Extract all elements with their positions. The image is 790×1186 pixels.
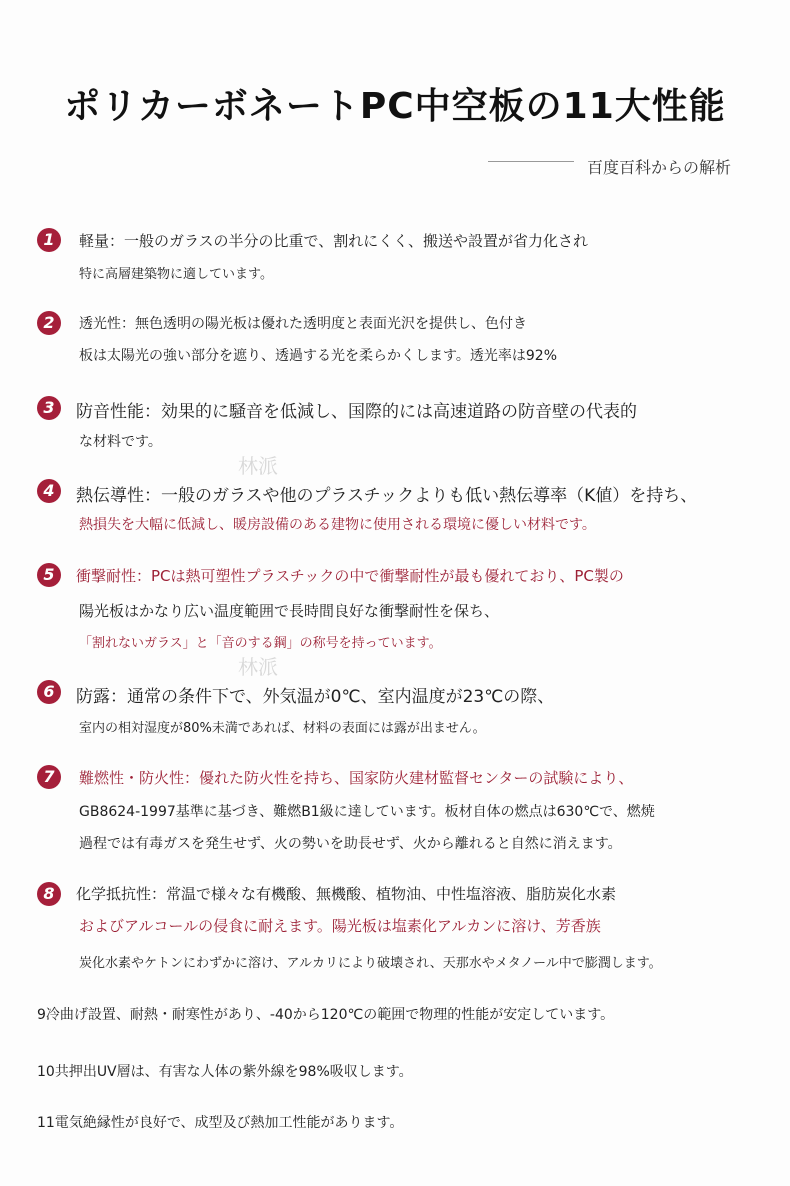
item-10: 10共押出UV層は、有害な人体の紫外線を98%吸収します。 xyxy=(37,1064,413,1080)
item-number-badge: 8 xyxy=(37,882,61,906)
item-8-line-2: およびアルコールの侵食に耐えます。陽光板は塩素化アルカンに溶け、芳香族 xyxy=(79,917,601,935)
item-5-line-1: 衝撃耐性：PCは熱可塑性プラスチックの中で衝撃耐性が最も優れており、PC製の xyxy=(76,567,624,585)
item-4-line-2: 熱損失を大幅に低減し、暖房設備のある建物に使用される環境に優しい材料です。 xyxy=(79,517,596,533)
item-1-line-1: 軽量：一般のガラスの半分の比重で、割れにくく、搬送や設置が省力化され xyxy=(79,232,588,250)
item-8-line-3: 炭化水素やケトンにわずかに溶け、アルカリにより破壊され、天那水やメタノール中で膨潤します。 xyxy=(79,956,662,971)
item-9: 9冷曲げ設置、耐熱・耐寒性があり、-40から120℃の範囲で物理的性能が安定しています。 xyxy=(37,1007,615,1023)
item-7-line-3: 過程では有毒ガスを発生せず、火の勢いを助長せず、火から離れると自然に消えます。 xyxy=(79,836,622,852)
item-11: 11電気絶縁性が良好で、成型及び熱加工性能があります。 xyxy=(37,1115,404,1131)
item-number-badge: 5 xyxy=(37,563,61,587)
item-7-line-1: 難燃性・防火性：優れた防火性を持ち、国家防火建材監督センターの試験により、 xyxy=(79,769,634,787)
item-6-line-2: 室内の相対湿度が80%未満であれば、材料の表面には露が出ません。 xyxy=(79,721,486,736)
watermark: 林派 xyxy=(238,454,278,478)
item-2-line-2: 板は太陽光の強い部分を遮り、透過する光を柔らかくします。透光率は92% xyxy=(79,348,557,364)
subtitle-rule xyxy=(488,161,574,162)
item-number-badge: 1 xyxy=(37,228,61,252)
item-6-line-1: 防露：通常の条件下で、外気温が0℃、室内温度が23℃の際、 xyxy=(76,687,555,707)
item-number-badge: 3 xyxy=(37,396,61,420)
item-number-badge: 6 xyxy=(37,680,61,704)
item-number-badge: 2 xyxy=(37,311,61,335)
item-8-line-1: 化学抵抗性：常温で様々な有機酸、無機酸、植物油、中性塩溶液、脂肪炭化水素 xyxy=(76,885,617,903)
item-7-line-2: GB8624-1997基準に基づき、難燃B1級に達しています。板材自体の燃点は630℃で、燃焼 xyxy=(79,804,655,820)
item-number-badge: 7 xyxy=(37,765,61,789)
subtitle: 百度百科からの解析 xyxy=(587,158,732,177)
item-2-line-1: 透光性：無色透明の陽光板は優れた透明度と表面光沢を提供し、色付き xyxy=(79,316,527,332)
item-4-line-1: 熱伝導性：一般のガラスや他のプラスチックよりも低い熱伝導率（K値）を持ち、 xyxy=(76,486,698,506)
item-number-badge: 4 xyxy=(37,479,61,503)
item-1-line-2: 特に高層建築物に適しています。 xyxy=(79,267,273,282)
item-3-line-2: な材料です。 xyxy=(79,434,162,450)
item-5-line-2: 陽光板はかなり広い温度範囲で長時間良好な衝撃耐性を保ち、 xyxy=(79,602,500,620)
page-title: ポリカーボネートPC中空板の11大性能 xyxy=(64,86,726,127)
item-5-line-3: 「割れないガラス」と「音のする鋼」の称号を持っています。 xyxy=(79,636,442,651)
item-3-line-1: 防音性能：効果的に騒音を低減し、国際的には高速道路の防音壁の代表的 xyxy=(76,402,637,422)
watermark: 林派 xyxy=(238,655,278,679)
